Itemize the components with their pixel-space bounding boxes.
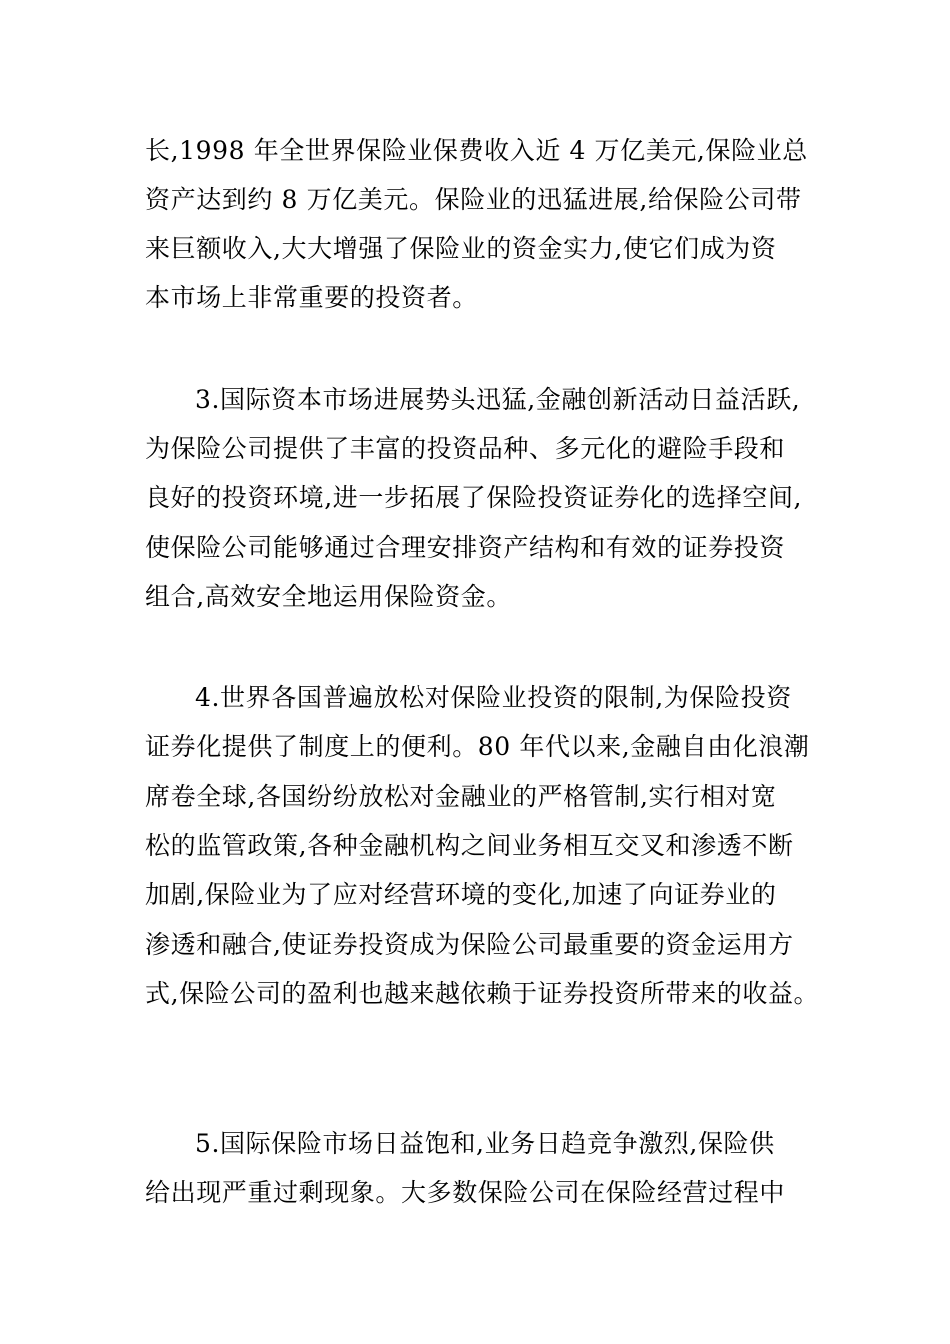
text-line: 3.国际资本市场进展势头迅猛,金融创新活动日益活跃,	[195, 385, 801, 414]
text-line: 给出现严重过剩现象。大多数保险公司在保险经营过程中	[145, 1178, 786, 1207]
text-line: 来巨额收入,大大增强了保险业的资金实力,使它们成为资	[145, 234, 777, 263]
text-line: 本市场上非常重要的投资者。	[145, 283, 478, 312]
text-line: 渗透和融合,使证券投资成为保险公司最重要的资金运用方	[145, 930, 794, 959]
text-line: 松的监管政策,各种金融机构之间业务相互交叉和渗透不断	[145, 831, 794, 860]
text-line: 组合,高效安全地运用保险资金。	[145, 582, 512, 611]
text-line: 加剧,保险业为了应对经营环境的变化,加速了向证券业的	[145, 880, 777, 909]
text-line: 为保险公司提供了丰富的投资品种、多元化的避险手段和	[145, 434, 786, 463]
text-line: 5.国际保险市场日益饱和,业务日趋竞争激烈,保险供	[195, 1129, 775, 1158]
text-line: 长,1998 年全世界保险业保费收入近 4 万亿美元,保险业总	[145, 136, 808, 165]
text-line: 良好的投资环境,进一步拓展了保险投资证券化的选择空间,	[145, 483, 803, 512]
text-line: 证券化提供了制度上的便利。80 年代以来,金融自由化浪潮	[145, 732, 810, 761]
text-line: 4.世界各国普遍放松对保险业投资的限制,为保险投资	[195, 683, 792, 712]
text-line: 席卷全球,各国纷纷放松对金融业的严格管制,实行相对宽	[145, 782, 777, 811]
text-line: 使保险公司能够通过合理安排资产结构和有效的证券投资	[145, 533, 786, 562]
text-line: 资产达到约 8 万亿美元。保险业的迅猛进展,给保险公司带	[145, 185, 802, 214]
text-line: 式,保险公司的盈利也越来越依赖于证券投资所带来的收益。	[145, 979, 820, 1008]
